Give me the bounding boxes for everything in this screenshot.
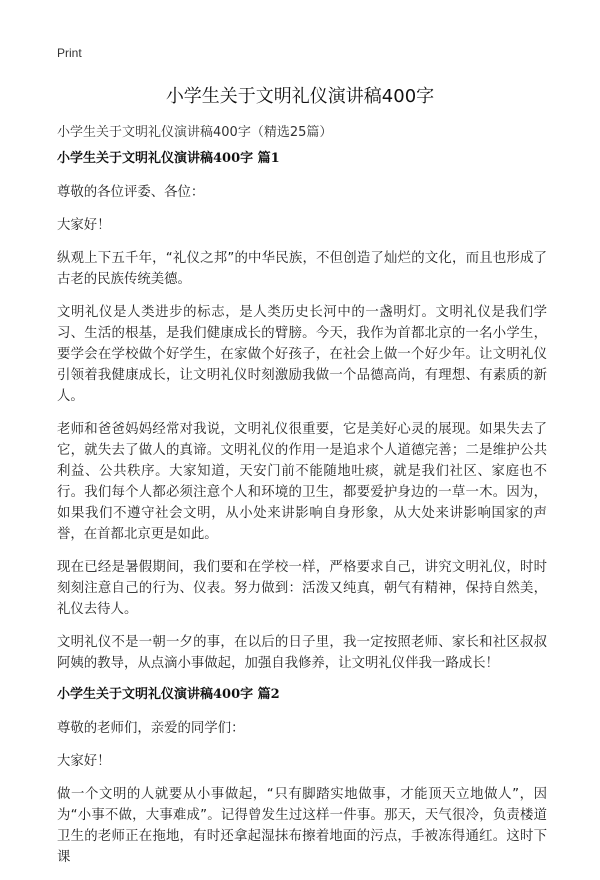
document-subtitle: 小学生关于文明礼仪演讲稿400字（精选25篇） (57, 125, 333, 140)
paragraph: 老师和爸爸妈妈经常对我说，文明礼仪很重要，它是美好心灵的展现。如果失去了它，就失去了做人的真谛。文明礼仪的作用一是追求个人道德完善；二是维护公共利益、公共秩序。大家知道，天安门前不能随地吐痰，就是我们社区、家庭也不行。我们每个人都必须注意个人和环境的卫生，都要爱护身边的一草一木。因为，如果我们不遵守社会文明，从小处来讲影响自身形象，从大处来讲影响国家的声誉，在首都北京更是如此。 (57, 422, 547, 542)
section-heading: 小学生关于文明礼仪演讲稿400字 篇1 (57, 151, 280, 166)
paragraph: 现在已经是暑假期间，我们要和在学校一样，严格要求自己，讲究文明礼仪，时时刻刻注意自己的行为、仪表。努力做到：活泼又纯真，朝气有精神，保持自然美，礼仪去待人。 (57, 560, 547, 617)
paragraph: 尊敬的各位评委、各位： (57, 185, 205, 200)
paragraph: 大家好！ (57, 218, 111, 233)
paragraph: 做一个文明的人就要从小事做起，“只有脚踏实地做事，才能顶天立地做人”，因为“小事不做，大事难成”。记得曾发生过这样一件事。那天，天气很冷，负责楼道卫生的老师正在拖地，有时还拿起湿抹布擦着地面的污点，手被冻得通红。这时下课 (57, 787, 547, 865)
document-title: 小学生关于文明礼仪演讲稿400字 (165, 86, 435, 107)
paragraph: 文明礼仪不是一朝一夕的事，在以后的日子里，我一定按照老师、家长和社区叔叔阿姨的教导，从点滴小事做起，加强自我修养，让文明礼仪伴我一路成长！ (57, 635, 547, 671)
paragraph: 大家好！ (57, 754, 111, 769)
paragraph: 尊敬的老师们，亲爱的同学们： (57, 721, 245, 736)
paragraph: 文明礼仪是人类进步的标志，是人类历史长河中的一盏明灯。文明礼仪是我们学习、生活的根基，是我们健康成长的臂膀。今天，我作为首都北京的一名小学生，要学会在学校做个好学生，在家做个好孩子，在社会上做一个好少年。让文明礼仪引领着我健康成长，让文明礼仪时刻激励我做一个品德高尚，有理想、有素质的新人。 (57, 305, 547, 404)
print-link[interactable]: Print (57, 46, 82, 60)
paragraph: 纵观上下五千年，“礼仪之邦”的中华民族，不但创造了灿烂的文化，而且也形成了古老的民族传统美德。 (57, 251, 547, 287)
document-body (57, 150, 547, 880)
section-heading: 小学生关于文明礼仪演讲稿400字 篇2 (57, 687, 280, 702)
